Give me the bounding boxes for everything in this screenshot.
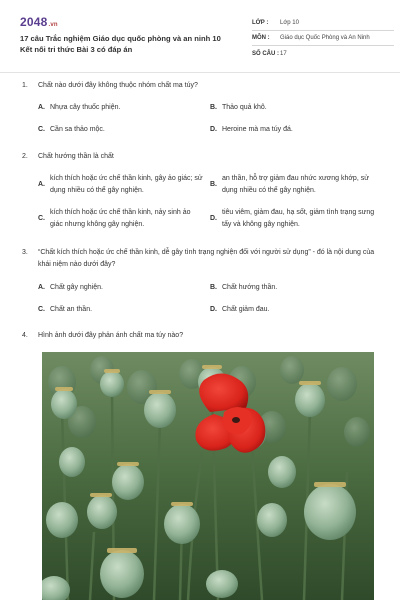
option-text: Cần sa thảo mộc. <box>50 126 105 133</box>
option-3b[interactable] <box>210 282 375 294</box>
question-3 <box>22 247 378 273</box>
meta-value: Giáo dục Quốc Phòng và An Ninh <box>280 35 370 41</box>
option-text: kích thích hoặc ức chế thần kinh, nảy sinh ảo giác nhưng không gây nghiện. <box>50 209 191 228</box>
option-text: Chất an thần. <box>50 306 93 313</box>
question-2 <box>22 151 378 165</box>
header-left <box>10 10 238 68</box>
option-3a[interactable] <box>38 282 198 294</box>
option-key: A. <box>38 181 45 188</box>
option-key: D. <box>210 306 217 313</box>
header-divider <box>0 72 400 73</box>
option-key: D. <box>210 215 217 222</box>
option-2b[interactable] <box>210 173 380 197</box>
meta-table <box>238 10 394 68</box>
title-line-1: 17 câu Trắc nghiệm Giáo dục quốc phòng và an ninh 10 <box>20 34 221 43</box>
option-key: C. <box>38 215 45 222</box>
question-number: 3. <box>22 249 28 256</box>
option-text: Chất hướng thần. <box>222 284 278 291</box>
option-key: B. <box>210 284 217 291</box>
question-text: Hình ảnh dưới đây phản ánh chất ma túy nào? <box>38 332 184 339</box>
option-1a[interactable] <box>38 102 198 114</box>
meta-key: SỐ CÂU : <box>252 50 279 57</box>
question-text: Chất hướng thần là chất <box>38 153 114 160</box>
question-number: 2. <box>22 153 28 160</box>
meta-row-subject <box>252 31 394 46</box>
option-text: kích thích hoặc ức chế thần kinh, gây ảo giác; sử dụng nhiều có thể gây nghiện. <box>50 175 203 194</box>
option-text: Chất giảm đau. <box>222 306 270 313</box>
option-text: Heroine mà ma túy đá. <box>222 126 293 133</box>
meta-row-class <box>252 16 394 31</box>
option-text: tiêu viêm, giảm đau, hạ sốt, giảm tình trạng sưng tấy và không gây nghiện. <box>222 209 375 228</box>
option-2c[interactable] <box>38 207 203 231</box>
option-key: D. <box>210 126 217 133</box>
logo-main: 2048 <box>20 15 48 29</box>
option-1c[interactable] <box>38 124 198 136</box>
option-text: Chất gây nghiện. <box>50 284 103 291</box>
question-1 <box>22 80 378 94</box>
question-text: “Chất kích thích hoặc ức chế thần kinh, dễ gây tình trạng nghiện đối với người sử dụng” - đó là nội dung của khái niệm nào dưới đây? <box>38 249 375 268</box>
option-text: Thảo quả khô. <box>222 104 267 111</box>
logo-suffix: .vn <box>48 22 58 28</box>
meta-row-count <box>252 46 394 61</box>
meta-key: MÔN : <box>252 35 270 41</box>
site-logo[interactable] <box>20 15 238 29</box>
page-header <box>10 10 394 68</box>
option-text: Nhựa cây thuốc phiện. <box>50 104 121 111</box>
question-number: 4. <box>22 332 28 339</box>
option-1d[interactable] <box>210 124 375 136</box>
option-3c[interactable] <box>38 304 198 316</box>
option-key: C. <box>38 126 45 133</box>
poppy-field-illustration <box>42 352 374 600</box>
meta-value: Lớp 10 <box>280 20 299 26</box>
question-text: Chất nào dưới đây không thuộc nhóm chất ma túy? <box>38 82 198 89</box>
option-key: B. <box>210 104 217 111</box>
question-number: 1. <box>22 82 28 89</box>
option-key: A. <box>38 284 45 291</box>
option-2d[interactable] <box>210 207 380 231</box>
option-key: C. <box>38 306 45 313</box>
option-1b[interactable] <box>210 102 375 114</box>
page-title <box>20 33 238 55</box>
option-3d[interactable] <box>210 304 375 316</box>
option-key: A. <box>38 104 45 111</box>
poppy-field-image <box>42 352 374 600</box>
question-4 <box>22 330 378 344</box>
option-2a[interactable] <box>38 173 203 197</box>
title-line-2: Kết nối tri thức Bài 3 có đáp án <box>20 45 133 54</box>
meta-value: 17 <box>280 50 287 57</box>
meta-key: LỚP : <box>252 20 269 26</box>
option-text: an thần, hỗ trợ giảm đau nhức xương khớp, sử dụng nhiều có thể gây nghiện. <box>222 175 369 194</box>
option-key: B. <box>210 181 217 188</box>
